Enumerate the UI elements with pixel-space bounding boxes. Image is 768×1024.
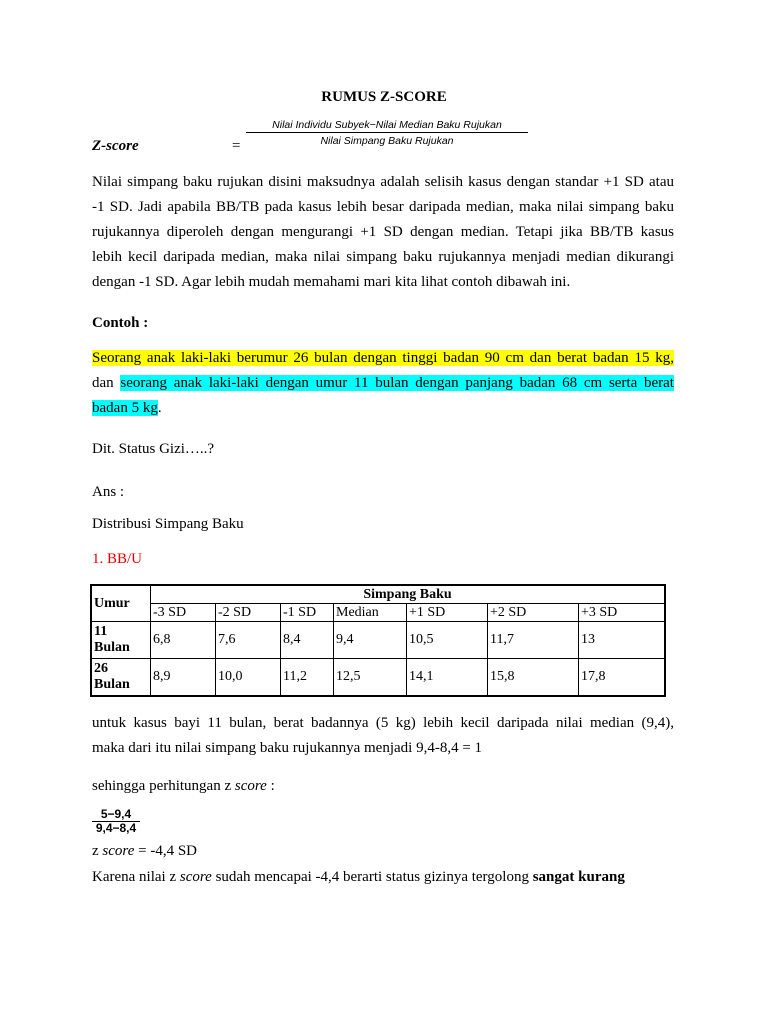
paragraph-line: Nilai simpang baku rujukan disini maksudnya adalah selisih kasus dengan standar +1 SD atau — [92, 174, 674, 190]
paragraph-line: untuk kasus bayi 11 bulan, berat badannya (5 kg) lebih kecil daripada nilai median (9,4), — [92, 715, 674, 731]
table-cell: 17,8 — [579, 659, 666, 697]
table-subheader-row — [91, 604, 665, 622]
umur-cell — [91, 622, 151, 659]
table-cell: 15,8 — [488, 659, 579, 697]
table-cell: 10,0 — [216, 659, 281, 697]
calc-fraction — [92, 808, 140, 835]
calc-denominator: 9,4−8,4 — [95, 821, 137, 835]
table-cell: 12,5 — [334, 659, 407, 697]
section-label: 1. BB/U — [92, 551, 143, 567]
group-header: Simpang Baku — [151, 585, 666, 604]
table-cell: 8,4 — [281, 622, 334, 659]
conclusion-italic: score — [179, 869, 212, 885]
example-paragraph — [92, 346, 674, 421]
paragraph-line: rujukannya diperoleh dengan mengurangi +1 SD dengan median. Tetapi jika BB/TB kasus — [92, 224, 674, 240]
table-cell: 6,8 — [151, 622, 216, 659]
formula-numerator: Nilai Individu Subyek−Nilai Median Baku Rujukan — [246, 119, 528, 133]
calc-intro — [92, 778, 275, 795]
highlight-cyan: seorang anak laki-laki dengan umur 11 bulan dengan panjang badan 68 cm serta berat — [120, 375, 674, 391]
formula-denominator: Nilai Simpang Baku Rujukan — [320, 135, 454, 147]
answer-label: Ans : — [92, 484, 125, 500]
table-cell: 11,7 — [488, 622, 579, 659]
highlight-yellow: Seorang anak laki-laki berumur 26 bulan dengan tinggi badan 90 cm dan berat badan 15 kg, — [92, 350, 674, 366]
table-cell: 11,2 — [281, 659, 334, 697]
umur-header: Umur — [91, 585, 151, 622]
table-row — [91, 659, 665, 697]
formula-equals: = — [232, 138, 241, 154]
table-cell: 10,5 — [407, 622, 488, 659]
example-text: dan — [92, 375, 121, 391]
distribution-heading: Distribusi Simpang Baku — [92, 516, 244, 532]
formula-label: Z-score — [92, 138, 139, 154]
umur-unit: Bulan — [94, 640, 130, 655]
question-text: Dit. Status Gizi…..? — [92, 441, 215, 457]
calc-numerator: 5−9,4 — [92, 808, 140, 822]
table-cell: 14,1 — [407, 659, 488, 697]
column-header: Median — [334, 604, 407, 622]
table-row — [91, 622, 665, 659]
conclusion-bold: sangat kurang — [532, 869, 625, 885]
example-line-2 — [92, 371, 674, 396]
example-text: . — [157, 400, 162, 416]
example-line-3 — [92, 396, 674, 421]
umur-value: 11 — [94, 624, 108, 639]
conclusion-text: sudah mencapai -4,4 berarti status gizinya tergolong — [211, 869, 533, 885]
page-title: RUMUS Z-SCORE — [321, 89, 447, 105]
table-cell: 7,6 — [216, 622, 281, 659]
table-cell: 13 — [579, 622, 666, 659]
paragraph-line: lebih kecil daripada median, maka nilai simpang baku rujukannya menjadi median dikurangi — [92, 249, 674, 265]
paragraph-line: maka dari itu nilai simpang baku rujukannya menjadi 9,4-8,4 = 1 — [92, 740, 483, 756]
conclusion-line — [92, 869, 625, 886]
umur-unit: Bulan — [94, 677, 130, 692]
umur-value: 26 — [94, 661, 108, 676]
conclusion-text: Karena nilai z — [92, 869, 180, 885]
column-header: +1 SD — [407, 604, 488, 622]
example-line-1 — [92, 346, 674, 371]
column-header: -2 SD — [216, 604, 281, 622]
result-text: z — [92, 843, 103, 859]
umur-cell — [91, 659, 151, 697]
paragraph-explanation — [92, 170, 674, 295]
column-header: +3 SD — [579, 604, 666, 622]
table-header-row — [91, 585, 665, 604]
table-cell: 8,9 — [151, 659, 216, 697]
highlight-cyan: badan 5 kg — [92, 400, 158, 416]
column-header: -1 SD — [281, 604, 334, 622]
calc-intro-text: : — [266, 778, 275, 794]
result-text: = -4,4 SD — [134, 843, 197, 859]
table-cell: 9,4 — [334, 622, 407, 659]
calc-intro-text: sehingga perhitungan z — [92, 778, 235, 794]
paragraph-line: dengan -1 SD. Agar lebih mudah memahami mari kita lihat contoh dibawah ini. — [92, 274, 571, 290]
paragraph-case — [92, 711, 674, 761]
zscore-formula-fraction — [246, 119, 528, 147]
calc-intro-italic: score — [234, 778, 267, 794]
contoh-heading: Contoh : — [92, 315, 149, 331]
simpang-baku-table — [90, 584, 666, 697]
result-line — [92, 843, 197, 860]
column-header: -3 SD — [151, 604, 216, 622]
column-header: +2 SD — [488, 604, 579, 622]
result-italic: score — [102, 843, 135, 859]
paragraph-line: -1 SD. Jadi apabila BB/TB pada kasus lebih besar daripada median, maka nilai simpang baku — [92, 199, 674, 215]
